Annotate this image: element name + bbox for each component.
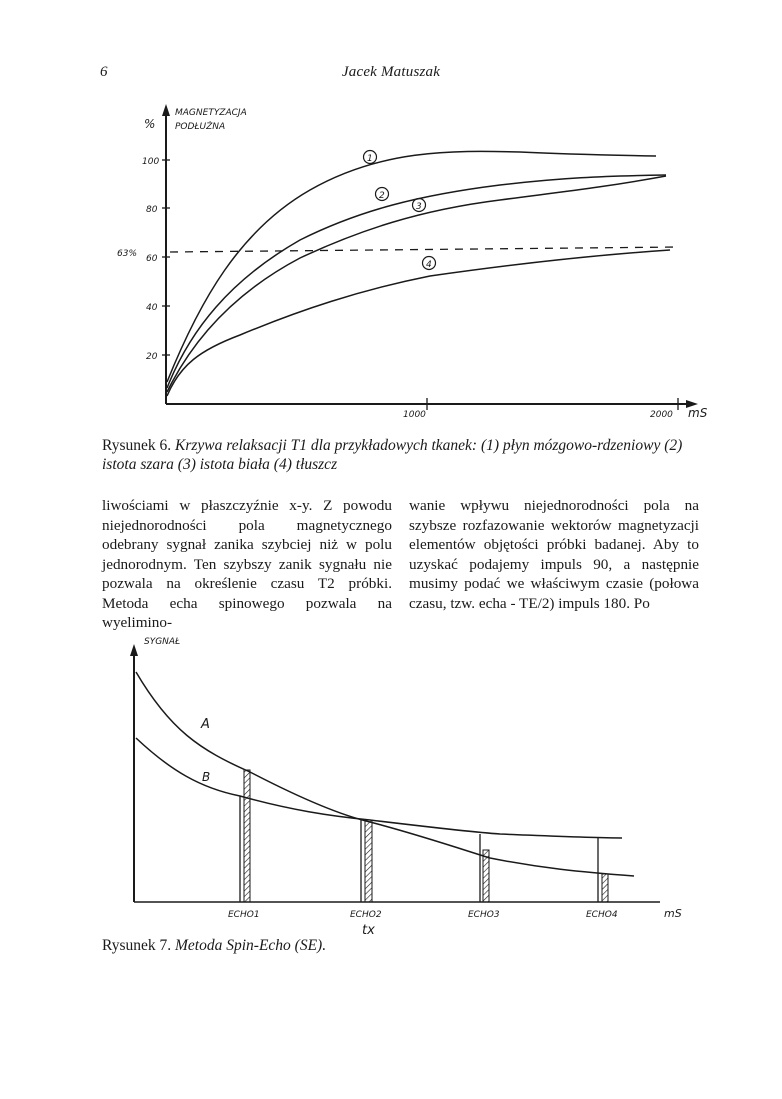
fig7-x-title: tx [362, 923, 375, 938]
fig6-63-reference-line [170, 247, 680, 252]
fig6-63-percent-label: 63% [117, 249, 138, 259]
figure7-spin-echo-chart [0, 620, 782, 940]
fig6-curve-label-4 [423, 257, 436, 271]
fig6-y-title-line2: PODŁUŻNA [175, 122, 226, 132]
fig6-curve-label-3 [413, 199, 426, 213]
fig6-y-axis-arrow [162, 104, 170, 116]
fig7-x-unit: mS [664, 907, 682, 920]
svg-text:4: 4 [426, 260, 432, 270]
fig7-echo4-label: ECHO4 [586, 910, 618, 920]
fig7-y-axis-arrow [130, 644, 138, 656]
fig6-curve-4 [167, 250, 670, 396]
figure7-caption-text: Metoda Spin-Echo (SE). [175, 937, 327, 954]
fig7-curve-a [136, 672, 634, 876]
fig7-curve-b [136, 738, 622, 838]
fig6-curve-label-1 [364, 151, 377, 165]
fig6-y-unit: % [144, 117, 156, 131]
page-number: 6 [100, 64, 108, 80]
fig7-echo-bar-2 [361, 820, 372, 902]
figure6-caption-text: Krzywa relaksacji T1 dla przykładowych tkanek: (1) płyn mózgowo-rdzeniowy (2) istota szara (3) istota biała (4) tłuszcz [102, 437, 683, 473]
fig7-echo-bar-1 [240, 770, 250, 902]
fig6-x-tick-1000: 1000 [403, 410, 426, 420]
fig6-x-tick-2000: 2000 [650, 410, 673, 420]
fig7-curve-b-label: B [202, 770, 211, 784]
fig6-curve-label-2 [376, 188, 389, 202]
fig6-x-unit: mS [688, 406, 708, 420]
fig6-y-tick-60: 60 [146, 254, 158, 264]
body-text-right-column: wanie wpływu niejednorodności pola na szybsze rozfazowanie wektorów magnetyzacji elementów objętości próbki badanej. Aby to uzyskać podajemy impuls 90, a następnie musimy podać we właściwym czasie (połowa czasu, tzw. echa - TE/2) impuls 180. Po [409, 497, 699, 612]
fig7-echo3-label: ECHO3 [468, 910, 500, 920]
figure7-caption [102, 936, 602, 955]
fig7-y-title: SYGNAŁ [144, 637, 181, 647]
fig7-echo2-label: ECHO2 [350, 910, 382, 920]
fig6-y-title-line1: MAGNETYZACJA [175, 108, 247, 118]
fig7-echo-bar-4 [598, 838, 608, 902]
running-head-author: Jacek Matuszak [341, 64, 441, 80]
fig6-y-tick-40: 40 [146, 303, 158, 313]
fig7-echo1-label: ECHO1 [228, 910, 260, 920]
fig6-y-tick-80: 80 [146, 205, 158, 215]
fig6-curve-1 [167, 151, 656, 382]
fig7-curve-a-label: A [201, 717, 210, 732]
svg-text:1: 1 [367, 154, 373, 164]
fig6-y-tick-20: 20 [146, 352, 158, 362]
body-text-left-column: liwościami w płaszczyźnie x-y. Z powodu niejednorodności pola magnetycznego odebrany sygnał zanika szybciej niż w polu jednorodnym. Ten szybszy zanik sygnału nie pozwala na określenie czasu T2 próbki. Metoda echa spinowego pozwala na wyelimino- [102, 497, 392, 631]
svg-text:3: 3 [416, 202, 422, 212]
fig6-y-tick-100: 100 [142, 157, 160, 167]
svg-text:2: 2 [379, 191, 385, 201]
figure6-caption [102, 436, 712, 474]
figure7-caption-prefix: Rysunek 7. [102, 937, 172, 954]
figure6-caption-prefix: Rysunek 6. [102, 437, 172, 454]
figure6-t1-relaxation-chart [0, 0, 782, 440]
fig7-echo-bar-3 [480, 834, 489, 902]
